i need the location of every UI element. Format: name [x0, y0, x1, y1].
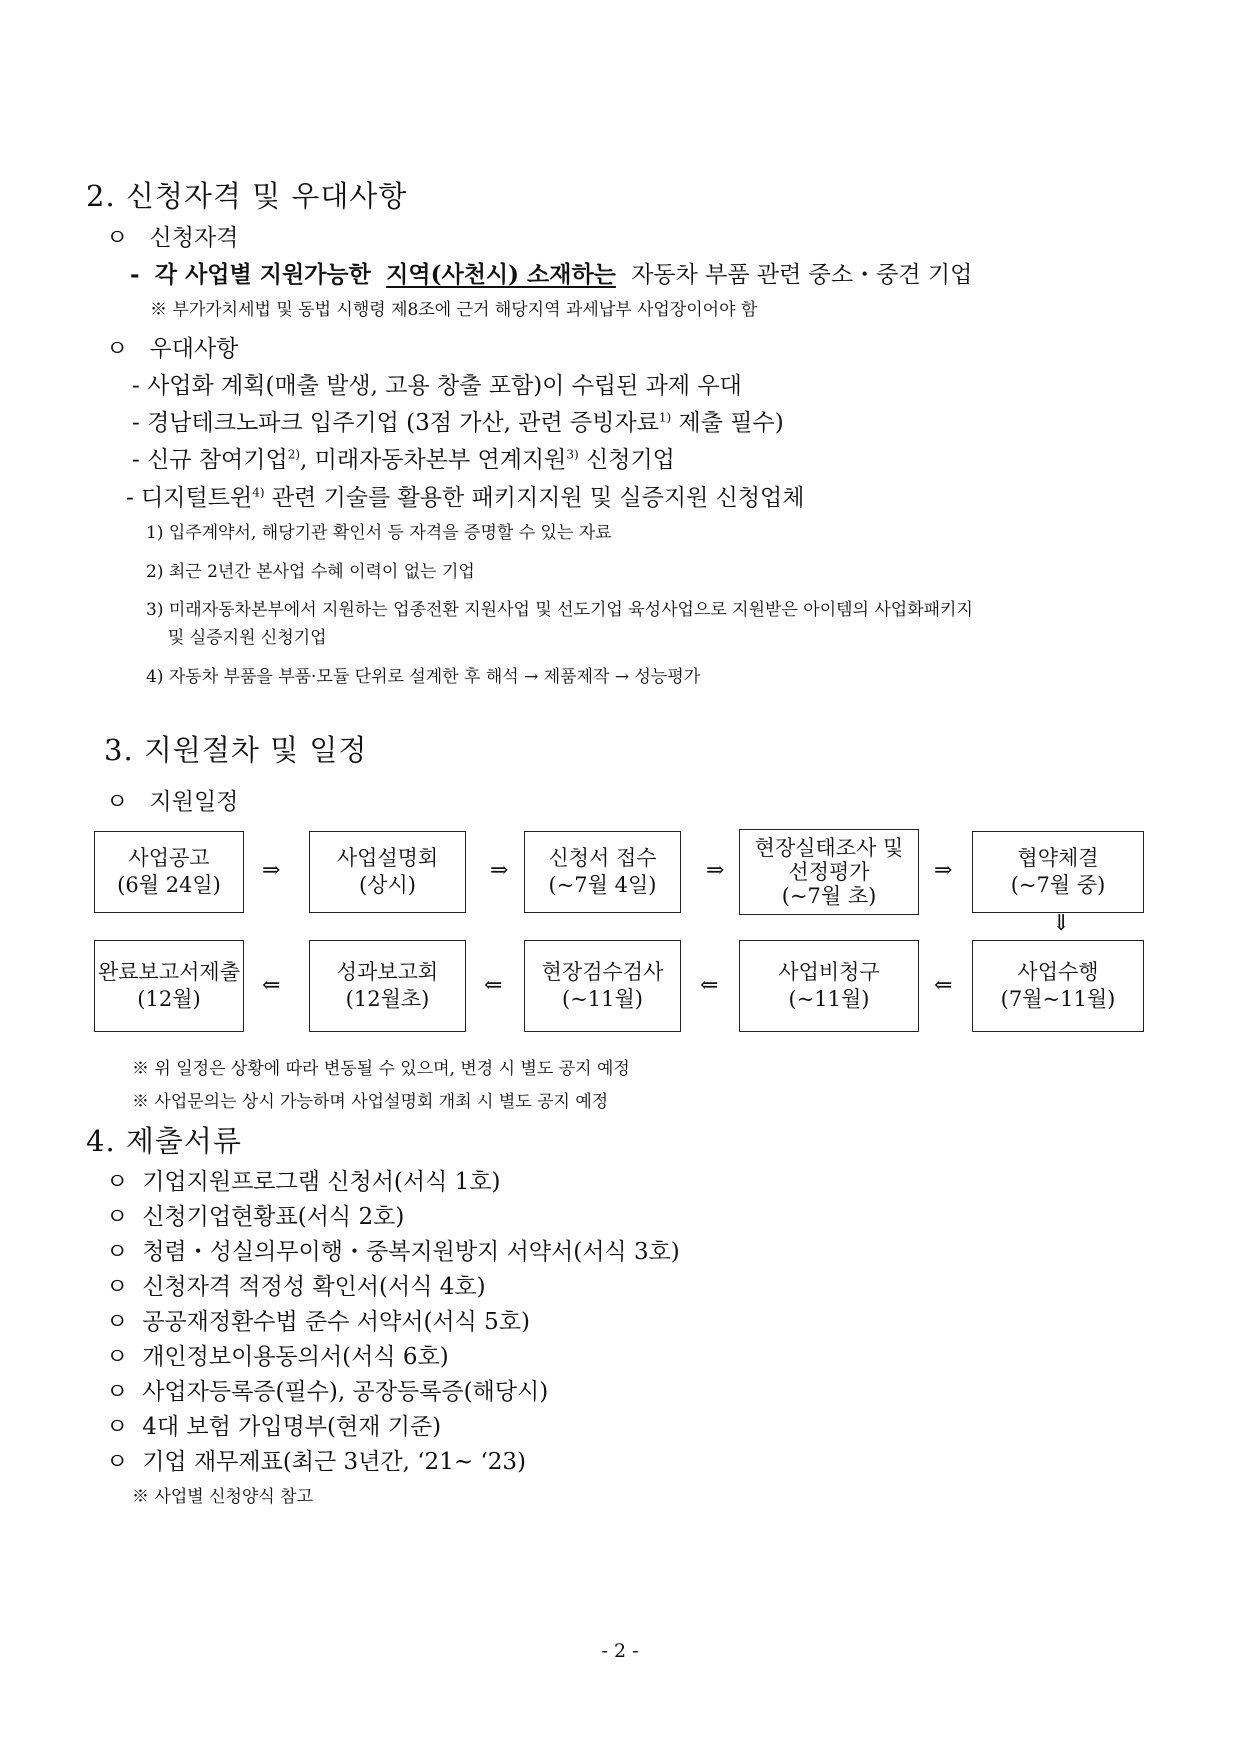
schedule-heading: 지원일정	[149, 789, 239, 815]
step-label: 현장실태조사 및	[754, 836, 904, 860]
schedule-note-1: ※ 위 일정은 상황에 따라 변동될 수 있으며, 변경 시 별도 공지 예정	[132, 1059, 630, 1079]
step-label: 사업설명회	[336, 846, 439, 870]
flow-step-site-survey	[739, 829, 919, 915]
document-item-text: 사업자등록증(필수), 공장등록증(해당시)	[142, 1379, 549, 1405]
eligibility-item	[130, 256, 972, 289]
step-date: (12월)	[137, 987, 201, 1011]
step-label: 완료보고서제출	[97, 960, 240, 984]
document-item-text: 공공재정환수법 준수 서약서(서식 5호)	[142, 1309, 531, 1335]
step-label: 현장검수검사	[541, 960, 664, 984]
footnote-ref: 4)	[252, 485, 265, 500]
step-label: 성과보고회	[336, 960, 439, 984]
footnote-3-cont: 및 실증지원 신청기업	[168, 628, 327, 648]
bullet: ㅇ	[106, 336, 129, 362]
bullet: ㅇ	[106, 789, 129, 815]
bullet: ㅇ	[106, 1344, 129, 1370]
step-date: (~7월 4일)	[548, 873, 657, 897]
footnote-2: 2) 최근 2년간 본사업 수혜 이력이 없는 기업	[146, 562, 475, 582]
right-arrow-icon: ⇒	[934, 858, 953, 883]
preference-item-4-tail: 관련 기술를 활용한 패키지지원 및 실증지원 신청업체	[264, 485, 805, 511]
document-item	[106, 1408, 441, 1441]
step-date: (상시)	[359, 873, 416, 897]
flow-step-expense-claim	[739, 940, 919, 1032]
document-item	[106, 1198, 404, 1231]
flow-step-briefing	[309, 831, 466, 913]
flow-step-agreement	[972, 831, 1144, 913]
schedule-heading-row	[106, 783, 238, 816]
document-item-text: 기업지원프로그램 신청서(서식 1호)	[142, 1169, 501, 1195]
step-label: 신청서 접수	[548, 846, 657, 870]
flow-step-application	[524, 831, 681, 913]
preference-heading-row	[106, 330, 238, 363]
right-arrow-icon: ⇒	[262, 858, 281, 883]
preference-item-3	[132, 441, 675, 474]
flow-step-results-meeting	[309, 940, 466, 1032]
preference-item-3-mid: , 미래자동차본부 연계지원	[300, 447, 567, 473]
eligibility-heading: 신청자격	[149, 225, 239, 251]
document-item-text: 신청자격 적정성 확인서(서식 4호)	[142, 1274, 486, 1300]
right-arrow-icon: ⇒	[490, 858, 509, 883]
preference-item-3-tail: 신청기업	[578, 447, 675, 473]
document-item	[106, 1443, 526, 1476]
document-item	[106, 1303, 530, 1336]
document-item-text: 4대 보험 가입명부(현재 기준)	[142, 1414, 442, 1440]
section-2-title: 2. 신청자격 및 우대사항	[86, 179, 408, 213]
bullet: ㅇ	[106, 1204, 129, 1230]
bullet: ㅇ	[106, 1169, 129, 1195]
document-item-text: 신청기업현황표(서식 2호)	[142, 1204, 405, 1230]
document-item	[106, 1338, 449, 1371]
schedule-note-2: ※ 사업문의는 상시 가능하며 사업설명회 개최 시 별도 공지 예정	[132, 1092, 609, 1112]
step-date: (~7월 초)	[781, 884, 877, 908]
eligibility-heading-row	[106, 219, 238, 252]
footnote-ref: 2)	[287, 447, 301, 462]
down-arrow-icon: ⇓	[1052, 911, 1071, 936]
bullet: ㅇ	[106, 1274, 129, 1300]
dash: -	[130, 261, 140, 288]
document-item	[106, 1163, 500, 1196]
document-item-text: 개인정보이용동의서(서식 6호)	[142, 1344, 449, 1370]
document-item-text: 청렴・성실의무이행・중복지원방지 서약서(서식 3호)	[142, 1239, 680, 1265]
bullet: ㅇ	[106, 1239, 129, 1265]
bullet: ㅇ	[106, 1309, 129, 1335]
left-arrow-icon: ⇐	[262, 973, 281, 998]
step-date: (~11월)	[788, 987, 870, 1011]
page-number: - 2 -	[601, 1640, 639, 1662]
left-arrow-icon: ⇐	[934, 973, 953, 998]
eligibility-note: ※ 부가가치세법 및 동법 시행령 제8조에 근거 해당지역 과세납부 사업장이어야 함	[150, 300, 758, 320]
step-label: 협약체결	[1017, 846, 1099, 870]
bullet: ㅇ	[106, 225, 129, 251]
preference-heading: 우대사항	[149, 336, 239, 362]
step-label-2: 선정평가	[788, 860, 870, 884]
footnote-ref: 3)	[566, 447, 579, 462]
eligibility-region-text: 지역(사천시) 소재하는	[386, 261, 616, 288]
bullet: ㅇ	[106, 1414, 129, 1440]
step-date: (~11월)	[562, 987, 643, 1011]
documents-note: ※ 사업별 신청양식 참고	[132, 1487, 314, 1507]
footnote-4: 4) 자동차 부품을 부품·모듈 단위로 설계한 후 해석 → 제품제작 → 성능평가	[146, 667, 701, 687]
preference-item-3-text: - 신규 참여기업	[132, 447, 288, 473]
step-label: 사업수행	[1017, 960, 1099, 984]
flow-step-inspection	[524, 940, 681, 1032]
document-item	[106, 1268, 486, 1301]
step-date: (6월 24일)	[117, 873, 221, 897]
bullet: ㅇ	[106, 1379, 129, 1405]
footnote-ref: 1)	[658, 410, 672, 425]
eligibility-rest-text: 자동차 부품 관련 중소・중견 기업	[631, 262, 973, 288]
preference-item-2-text: - 경남테크노파크 입주기업 (3점 가산, 관련 증빙자료	[132, 410, 659, 436]
step-label: 사업공고	[128, 846, 210, 870]
preference-item-2-tail: 제출 필수)	[671, 410, 784, 436]
bullet: ㅇ	[106, 1449, 129, 1475]
step-label: 사업비청구	[778, 960, 880, 984]
step-date: (~7월 중)	[1010, 873, 1106, 897]
document-item-text: 기업 재무제표(최근 3년간, ‘21~ ‘23)	[142, 1449, 526, 1475]
footnote-1: 1) 입주계약서, 해당기관 확인서 등 자격을 증명할 수 있는 자료	[146, 523, 612, 543]
right-arrow-icon: ⇒	[706, 858, 725, 883]
flow-step-announcement	[94, 831, 244, 913]
document-item	[106, 1373, 548, 1406]
document-item	[106, 1233, 680, 1266]
left-arrow-icon: ⇐	[484, 973, 503, 998]
footnote-3: 3) 미래자동차본부에서 지원하는 업종전환 지원사업 및 선도기업 육성사업으로 지원받은 아이템의 사업화패키지	[146, 600, 973, 620]
eligibility-bold-text: 각 사업별 지원가능한	[154, 261, 371, 288]
step-date: (12월초)	[345, 987, 430, 1011]
preference-item-2	[132, 404, 784, 437]
preference-item-4-text: - 디지털트윈	[126, 485, 253, 511]
step-date: (7월~11월)	[1000, 987, 1116, 1011]
preference-item-4	[126, 479, 805, 512]
section-4-title: 4. 제출서류	[86, 1124, 242, 1158]
flow-step-final-report	[94, 940, 244, 1032]
preference-item-1: - 사업화 계획(매출 발생, 고용 창출 포함)이 수립된 과제 우대	[132, 373, 742, 399]
left-arrow-icon: ⇐	[700, 973, 719, 998]
flow-step-execution	[972, 940, 1144, 1032]
section-3-title: 3. 지원절차 및 일정	[104, 733, 368, 767]
